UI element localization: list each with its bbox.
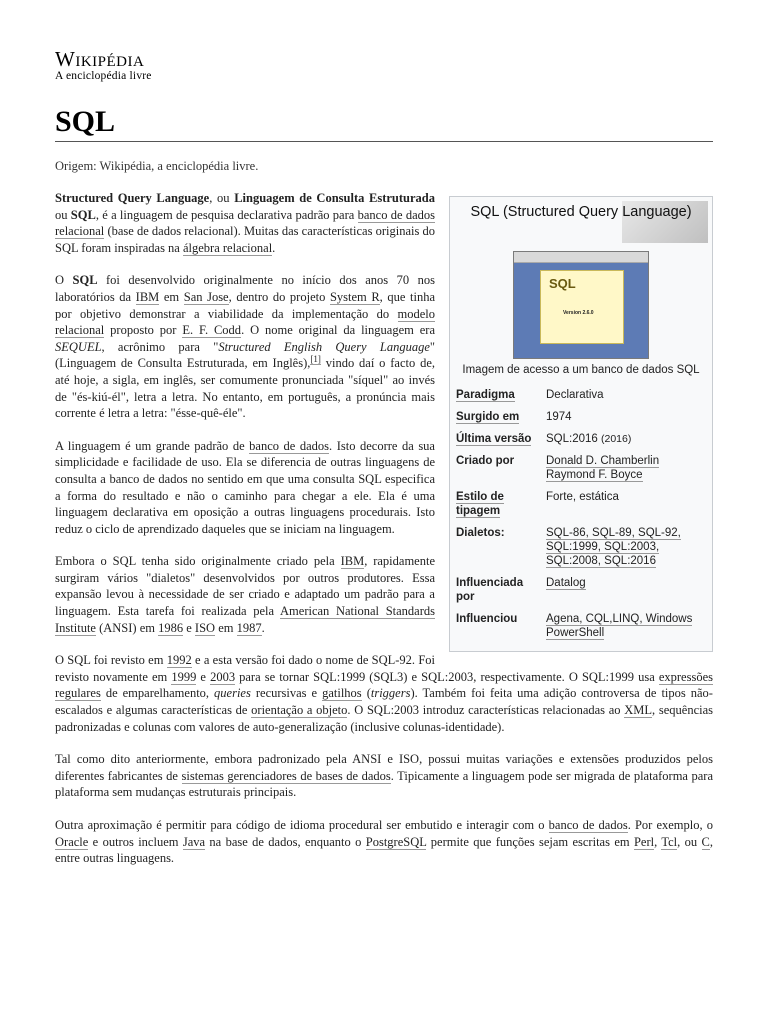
dialects-links[interactable]: SQL-86, SQL-89, SQL-92, SQL:1999, SQL:2003, SQL:2008, SQL:2016 xyxy=(546,527,681,567)
link-1987[interactable]: 1987 xyxy=(236,620,262,635)
link-iso[interactable]: ISO xyxy=(194,620,216,635)
article-body xyxy=(55,190,713,883)
infobox-value xyxy=(540,523,712,573)
origin-note: Origem: Wikipédia, a enciclopédia livre. xyxy=(55,159,259,173)
infobox-value xyxy=(540,451,712,487)
infobox-title: SQL (Structured Query Language) xyxy=(470,204,692,220)
paragraph-standard: A linguagem é um grande padrão de banco de dados. Isto decorre da sua simplicidade e facilidade de uso. Ela se diferencia de outras linguagens de consulta a banco de dados no sentido em que uma consulta SQL especifica a forma do resultado e não o caminho para chegar a ele. Ela é uma linguagem declarativa em oposição a outras linguagens procedurais. Isto reduz o ciclo de aprendizado daqueles que se iniciam na linguagem. xyxy=(55,438,435,536)
bold-term: SQL xyxy=(72,273,98,288)
logo-title: Wikipédia xyxy=(55,47,145,71)
screenshot-toolbar xyxy=(514,252,648,263)
infobox-value xyxy=(540,573,712,609)
infobox-key: Influenciada por xyxy=(456,577,524,603)
infobox-value xyxy=(540,609,712,645)
link-banco-de-dados[interactable]: banco de dados xyxy=(249,438,330,453)
link-oracle[interactable]: Oracle xyxy=(55,834,89,849)
link-perl[interactable]: Perl xyxy=(633,834,655,849)
infobox-key: Dialetos: xyxy=(456,527,505,539)
infobox-screenshot[interactable] xyxy=(513,251,649,359)
infobox-key: Influenciou xyxy=(456,613,518,625)
wikipedia-logo[interactable] xyxy=(55,48,152,83)
influenced-by-link[interactable]: Datalog xyxy=(546,577,586,589)
infobox-value xyxy=(540,429,712,451)
screenshot-login-card xyxy=(540,270,624,344)
creator-link[interactable]: Donald D. Chamberlin xyxy=(546,455,660,467)
italic-term: SEQUEL xyxy=(55,339,102,354)
infobox-row xyxy=(450,407,712,429)
bold-term: SQL xyxy=(70,207,96,222)
link-banco-de-dados-relacional[interactable]: banco de dados relacional xyxy=(55,207,435,239)
latest-version: SQL:2016 xyxy=(546,433,598,445)
link-java[interactable]: Java xyxy=(182,834,206,849)
infobox xyxy=(449,196,713,652)
paragraph-revisions: O SQL foi revisto em 1992 e a esta versão foi dado o nome de SQL-92. Foi revisto novamente em 1999 e 2003 para se tornar SQL:1999 (SQL3) e SQL:2003, respectivamente. O SQL:1999 usa expressões regulares de emparelhamento, queries recursivas e gatilhos (triggers). Também foi feita uma adição controversa de tipos não-escalados e algumas características de orientação a objeto. O SQL:2003 introduz características relacionadas ao XML, sequências padronizadas e colunas com valores de auto-generalização (inclusive colunas-identidade). xyxy=(55,653,713,734)
infobox-row xyxy=(450,487,712,523)
infobox-row xyxy=(450,573,712,609)
link-san-jose[interactable]: San Jose xyxy=(183,289,229,304)
link-postgresql[interactable]: PostgreSQL xyxy=(365,834,427,849)
infobox-key: Criado por xyxy=(456,455,515,467)
paragraph-dialects: Embora o SQL tenha sido originalmente criado pela IBM, rapidamente surgiram vários "dialetos" desenvolvidos por outros produtores. Essa expansão levou à necessidade de ser criado e adaptado um padrão para a linguagem. Esta tarefa foi realizada pela American National Standards Institute (ANSI) em 1986 e ISO em 1987. xyxy=(55,554,436,635)
link-algebra-relacional[interactable]: álgebra relacional xyxy=(182,240,273,255)
page-title: SQL xyxy=(55,105,116,138)
link-ibm[interactable]: IBM xyxy=(135,289,160,304)
italic-term: queries xyxy=(214,686,251,701)
link-1999[interactable]: 1999 xyxy=(171,669,197,684)
infobox-value: Forte, estática xyxy=(546,491,619,503)
reference-link[interactable]: [1] xyxy=(310,354,321,365)
title-divider xyxy=(55,141,713,142)
link-xml[interactable]: XML xyxy=(624,703,653,718)
infobox-key[interactable]: Surgido em xyxy=(456,411,520,423)
italic-term: Structured English Query Language xyxy=(218,339,430,354)
link-banco-de-dados[interactable]: banco de dados xyxy=(548,818,628,832)
paragraph-variations: Tal como dito anteriormente, embora padronizado pela ANSI e ISO, possui muitas variações e extensões produzidos pelos diferentes fabricantes de sistemas gerenciadores de bases de dados. Tipicamente a linguagem pode ser migrada de plataforma para plataforma sem mudanças estruturais principais. xyxy=(55,752,713,800)
link-1992[interactable]: 1992 xyxy=(166,653,192,668)
logo-subtitle: A enciclopédia livre xyxy=(55,70,152,82)
paragraph-history: O SQL foi desenvolvido originalmente no início dos anos 70 nos laboratórios da IBM em San Jose, dentro do projeto System R, que tinha por objetivo demonstrar a viabilidade da implementação do modelo relacional proposto por E. F. Codd. O nome original da linguagem era SEQUEL, acrônimo para "Structured English Query Language" (Linguagem de Consulta Estruturada, em Inglês),[1] vindo daí o facto de, até hoje, a sigla, em inglês, ser comumente pronunciada "síquel" ao invés de "és-kiú-él", letra a letra. No entanto, em português, a pronúncia mais corrente é letra a letra: "ésse-quê-éle". xyxy=(55,273,436,421)
infobox-caption: Imagem de acesso a um banco de dados SQL xyxy=(462,364,700,376)
infobox-row xyxy=(450,609,712,645)
link-gatilhos[interactable]: gatilhos xyxy=(322,686,362,701)
creator-link[interactable]: Raymond F. Boyce xyxy=(546,469,643,481)
infobox-header xyxy=(450,197,712,247)
paragraph-intro: Structured Query Language, ou Linguagem de Consulta Estruturada ou SQL, é a linguagem de pesquisa declarativa padrão para banco de dados relacional (base de dados relacional). Muitas das características originais do SQL foram inspiradas na álgebra relacional. xyxy=(55,191,435,255)
infobox-key[interactable]: Última versão xyxy=(456,433,532,445)
link-codd[interactable]: E. F. Codd xyxy=(182,323,242,338)
bold-term: Structured Query Language xyxy=(55,191,210,205)
infobox-key[interactable]: Paradigma xyxy=(456,389,515,401)
link-system-r[interactable]: System R xyxy=(329,289,380,304)
latest-version-year: (2016) xyxy=(601,433,632,445)
infobox-value: 1974 xyxy=(546,411,572,423)
bold-term: Linguagem de Consulta Estruturada xyxy=(234,191,435,205)
paragraph-procedural: Outra aproximação é permitir para código de idioma procedural ser embutido e interagir com o banco de dados. Por exemplo, o Oracle e outros incluem Java na base de dados, enquanto o PostgreSQL permite que funções sejam escritas em Perl, Tcl, ou C, entre outras linguagens. xyxy=(55,818,713,866)
link-ansi[interactable]: American National Standards Institute xyxy=(55,604,436,635)
influenced-links[interactable]: Agena, CQL,LINQ, Windows PowerShell xyxy=(546,613,693,639)
infobox-value: Declarativa xyxy=(546,389,604,401)
screenshot-logo: SQL xyxy=(549,276,576,291)
infobox-row xyxy=(450,523,712,573)
screenshot-version: Version 2.6.0 xyxy=(563,310,594,316)
link-tcl[interactable]: Tcl xyxy=(661,834,678,849)
infobox-table xyxy=(450,385,712,645)
infobox-row xyxy=(450,385,712,407)
link-sgbd[interactable]: sistemas gerenciadores de bases de dados xyxy=(181,768,391,783)
link-c[interactable]: C xyxy=(701,834,710,849)
infobox-key[interactable]: Estilo de tipagem xyxy=(456,491,504,517)
italic-term: triggers xyxy=(370,686,411,701)
link-1986[interactable]: 1986 xyxy=(158,620,184,635)
link-expressoes-regulares[interactable]: expressões regulares xyxy=(55,669,713,701)
link-2003[interactable]: 2003 xyxy=(210,669,236,684)
link-modelo-relacional[interactable]: modelo relacional xyxy=(55,306,435,338)
infobox-row xyxy=(450,429,712,451)
link-orientacao-a-objeto[interactable]: orientação a objeto xyxy=(251,703,348,718)
infobox-row xyxy=(450,451,712,487)
link-ibm[interactable]: IBM xyxy=(340,554,365,569)
